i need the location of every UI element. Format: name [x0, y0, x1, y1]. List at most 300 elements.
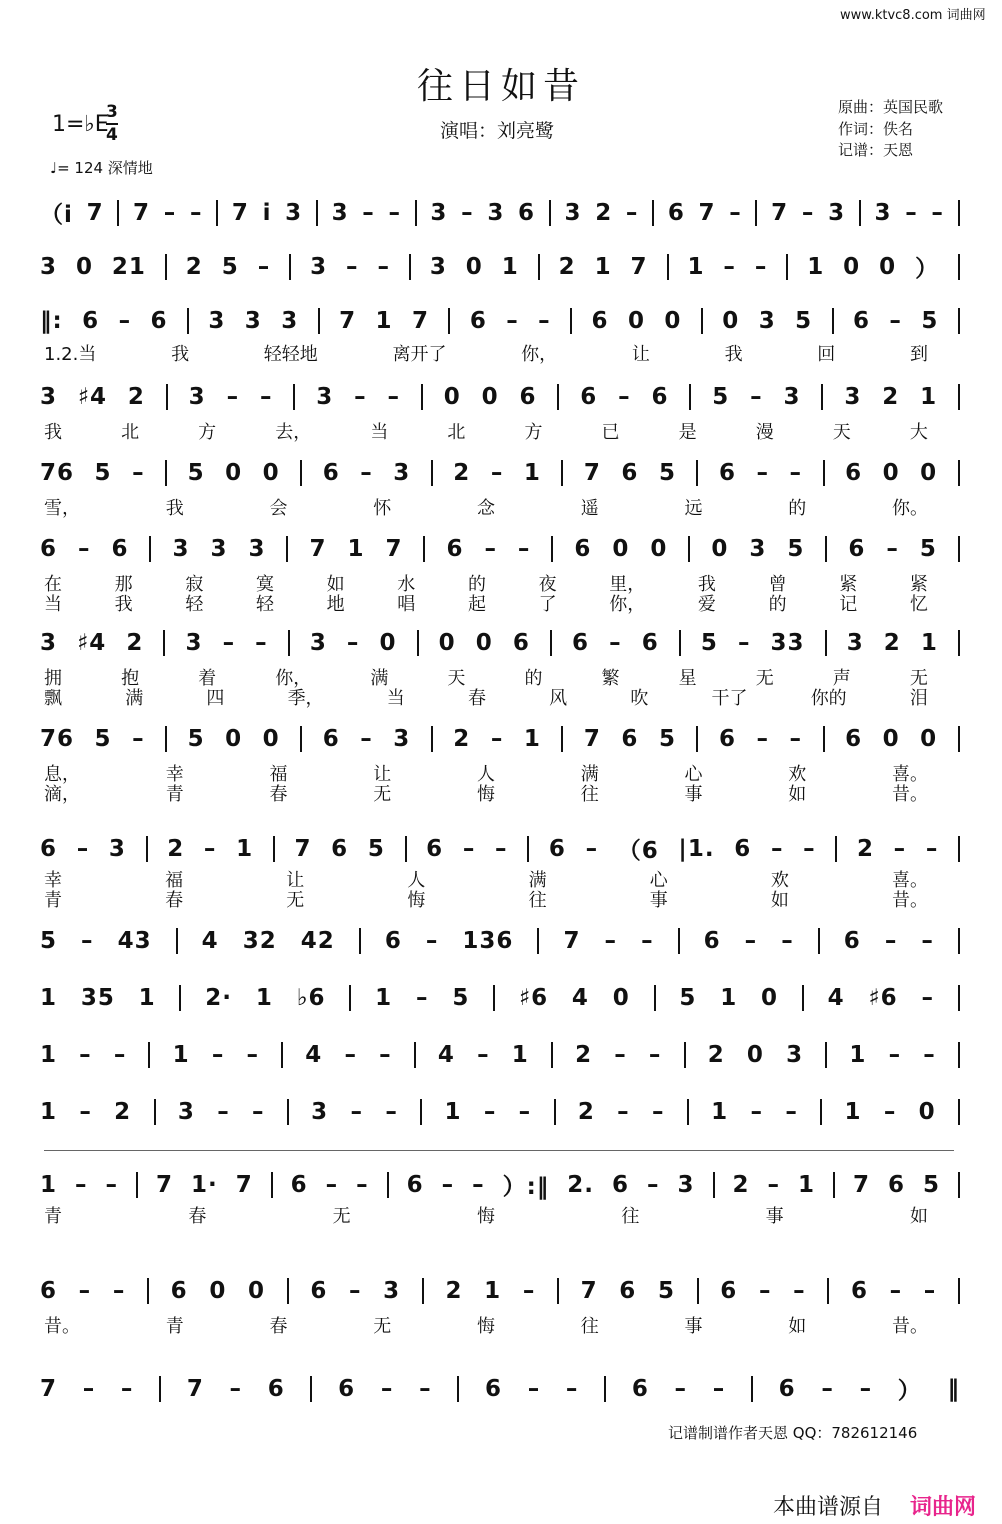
lyric-syllable: 干了 — [711, 688, 748, 709]
note: – — [484, 536, 497, 562]
notation-row — [40, 832, 960, 865]
bar-line — [696, 460, 698, 486]
note: – — [506, 308, 519, 334]
lyric-syllable: 紧 — [839, 574, 858, 595]
note: – — [803, 835, 816, 862]
lyric-syllable: 滴， — [44, 784, 80, 805]
note: – — [723, 253, 736, 280]
lyric-syllable: 满 — [580, 764, 599, 785]
note: 5 — [679, 985, 697, 1011]
note: – — [801, 199, 815, 226]
lyric-syllable: 水 — [397, 574, 416, 595]
note: 0 — [612, 536, 630, 562]
bar-line — [288, 630, 290, 656]
lyric-syllable: 泪 — [909, 688, 928, 709]
note: 2 — [167, 835, 185, 862]
note: 6 — [518, 199, 536, 226]
lyric-syllable: 如 — [909, 1206, 928, 1227]
lyric-syllable: 吹 — [630, 688, 649, 709]
note: – — [79, 1042, 92, 1068]
lyric-syllable: 往 — [528, 890, 547, 911]
lyric-syllable: 夜 — [538, 574, 557, 595]
bar-line — [318, 308, 320, 334]
note: 136 — [462, 928, 514, 954]
lyric-syllable: 你， — [275, 668, 312, 689]
lyric-syllable: 往 — [621, 1206, 640, 1227]
note: – — [490, 726, 504, 752]
notation-row — [40, 630, 960, 656]
note: 6 — [574, 536, 592, 562]
lyric-syllable: 幸 — [165, 764, 184, 785]
note: 0 — [879, 253, 897, 280]
note: 5 — [712, 384, 730, 410]
note: – — [604, 928, 618, 954]
lyric-syllable: 春 — [188, 1206, 207, 1227]
bar-line — [958, 985, 960, 1011]
note: – — [884, 928, 898, 954]
lyricist-credit: 作词：佚名 — [838, 120, 914, 138]
note: 5 — [700, 630, 718, 656]
lyric-syllable: 满 — [125, 688, 144, 709]
note: – — [785, 1099, 798, 1125]
lyric-syllable: 我 — [114, 594, 133, 615]
note: – — [380, 1375, 394, 1402]
note: 7 — [294, 835, 312, 862]
bar-line — [405, 836, 407, 862]
lyric-syllable: 息， — [44, 764, 80, 785]
bar-line — [654, 985, 656, 1011]
time-signature-bottom: 4 — [106, 125, 118, 145]
note: – — [821, 1375, 834, 1402]
note: ♯6 — [518, 985, 549, 1011]
lyric-line — [44, 780, 928, 806]
lyric-syllable: 无 — [909, 668, 928, 689]
note: 6 — [485, 1375, 503, 1402]
bar-line — [958, 536, 960, 562]
lyric-syllable: 季， — [287, 688, 324, 709]
bar-line — [786, 254, 788, 280]
note: 3 — [177, 1099, 195, 1125]
note: 0 — [882, 460, 900, 486]
note: 0 — [247, 1278, 265, 1304]
note: – — [889, 308, 902, 334]
note: 6 — [40, 1278, 58, 1304]
lyric-syllable: 在 — [44, 574, 62, 595]
lyric-syllable: 我 — [724, 344, 743, 365]
notation-row — [40, 1168, 960, 1201]
lyric-syllable: 昔。 — [44, 1316, 80, 1337]
note: – — [416, 985, 429, 1011]
lyric-syllable: 大 — [909, 422, 928, 443]
bar-line — [423, 536, 425, 562]
note: 6 — [322, 460, 340, 486]
note: – — [385, 1099, 398, 1125]
note: 6 — [446, 536, 464, 562]
lyric-syllable: 是 — [678, 422, 697, 443]
lyric-syllable: 我 — [171, 344, 190, 365]
time-signature — [106, 102, 118, 146]
bar-line — [165, 726, 167, 752]
note: i — [262, 199, 272, 226]
note: 0 — [746, 1042, 764, 1068]
note: 5 — [657, 1278, 675, 1304]
note: 33 — [770, 630, 805, 656]
bar-line — [958, 836, 960, 862]
lyric-syllable: 已 — [601, 422, 620, 443]
lyric-syllable: 雪， — [44, 498, 80, 519]
note: – — [925, 835, 939, 862]
note: 4 — [437, 1042, 455, 1068]
bar-line — [146, 836, 148, 862]
note: 3 — [429, 253, 447, 280]
lyric-syllable: 青 — [165, 1316, 184, 1337]
note: 0 — [262, 726, 280, 752]
note: 4 — [201, 928, 219, 954]
note: 1 — [501, 253, 519, 280]
song-title: 往日如昔 — [416, 66, 585, 107]
bar-line — [684, 1042, 686, 1068]
note: 3 — [393, 726, 411, 752]
note: 1 — [138, 985, 156, 1011]
bar-line — [561, 726, 563, 752]
note: – — [441, 1171, 455, 1198]
note: 3 — [210, 536, 228, 562]
note: 1 — [40, 985, 58, 1011]
note: – — [921, 985, 934, 1011]
lyric-syllable: 地 — [326, 594, 345, 615]
lyric-syllable: 让 — [373, 764, 392, 785]
bar-line — [652, 200, 654, 226]
notation-row — [40, 1278, 960, 1304]
note: – — [226, 384, 240, 410]
note: – — [132, 460, 145, 486]
note: – — [348, 1278, 362, 1304]
bar-line — [561, 460, 563, 486]
lyric-syllable: 去， — [275, 422, 312, 443]
lyric-syllable: 悔 — [477, 784, 495, 805]
note: – — [770, 835, 784, 862]
note: 3 — [208, 308, 226, 334]
lyric-syllable: 的 — [768, 594, 787, 615]
bar-line — [538, 254, 540, 280]
transcriber-credit: 记谱：天恩 — [838, 141, 914, 159]
note: 1 — [40, 1042, 58, 1068]
note: – — [362, 199, 375, 226]
lyric-syllable: 青 — [165, 784, 184, 805]
note: – — [419, 1375, 432, 1402]
bar-line — [300, 460, 302, 486]
note: 6 — [40, 536, 58, 562]
note: 6 — [572, 630, 590, 656]
note: 3 — [331, 199, 349, 226]
note: 6 — [667, 199, 685, 226]
bar-line — [570, 308, 572, 334]
lyric-syllable: 如 — [326, 574, 345, 595]
lyric-syllable: 昔。 — [892, 1316, 928, 1337]
note: 3 — [874, 199, 892, 226]
note: 6 — [631, 1375, 649, 1402]
bar-line — [549, 200, 551, 226]
note: 7 — [235, 1171, 253, 1198]
note: 3 — [309, 630, 327, 656]
note: – — [255, 630, 268, 656]
note: – — [859, 1375, 873, 1402]
note: – — [744, 928, 758, 954]
bar-line — [701, 308, 703, 334]
note: – — [387, 384, 400, 410]
note: – — [379, 1042, 392, 1068]
note: 7 — [583, 460, 601, 486]
note: – — [609, 630, 622, 656]
bar-line — [289, 254, 291, 280]
note: 0 — [882, 726, 900, 752]
note: ♯6 — [868, 985, 898, 1011]
note: 1 — [849, 1042, 867, 1068]
lyric-syllable: 忆 — [909, 594, 928, 615]
note: – — [112, 1278, 126, 1304]
lyric-syllable: 飘 — [44, 688, 62, 709]
note: – — [923, 1042, 936, 1068]
lyric-syllable: 漫 — [755, 422, 774, 443]
note: – — [78, 1278, 92, 1304]
bar-line — [409, 254, 411, 280]
note: 1 — [687, 253, 705, 280]
note: – — [565, 1375, 579, 1402]
bar-line — [958, 726, 960, 752]
note: 43 — [117, 928, 152, 954]
note: 7 — [852, 1171, 870, 1198]
note: 3 — [758, 308, 776, 334]
bar-line — [448, 308, 450, 334]
note: 3 — [188, 384, 206, 410]
note: 3 — [430, 199, 448, 226]
note: 1 — [523, 726, 541, 752]
lyric-line — [44, 684, 928, 710]
notation-row — [40, 196, 960, 229]
note: 5 — [40, 928, 58, 954]
bar-line — [551, 1042, 553, 1068]
note: – — [222, 630, 236, 656]
note: 42 — [300, 928, 335, 954]
bar-line — [689, 384, 691, 410]
bar-line — [821, 384, 823, 410]
bar-line — [820, 1099, 822, 1125]
note: – — [211, 1042, 225, 1068]
note: 6 — [850, 1278, 868, 1304]
lyric-syllable: 昔。 — [892, 784, 928, 805]
lyric-syllable: 我 — [44, 422, 62, 443]
site-watermark: www.ktvc8.com 词曲网 — [840, 8, 986, 23]
notation-row — [40, 1099, 960, 1125]
note: – — [641, 928, 654, 954]
note: – — [756, 460, 770, 486]
note: – — [360, 460, 373, 486]
lyric-syllable: 如 — [770, 890, 789, 911]
lyric-syllable: 你的 — [810, 688, 847, 709]
bar-line — [755, 200, 757, 226]
bar-line — [554, 1099, 556, 1125]
note: 7 — [630, 253, 648, 280]
bar-line — [187, 308, 189, 334]
note: 6 — [719, 460, 737, 486]
note: 0 — [225, 460, 243, 486]
note: 5 — [452, 985, 470, 1011]
volta-separator — [44, 1150, 954, 1151]
note: 6 — [845, 460, 863, 486]
note: – — [163, 199, 177, 226]
lyric-syllable: 繁 — [601, 668, 620, 689]
lyric-syllable: 着 — [198, 668, 217, 689]
lyric-syllable: 喜。 — [892, 764, 928, 785]
bar-line — [667, 254, 669, 280]
note: 5 — [922, 1171, 940, 1198]
note: 6 — [848, 536, 866, 562]
note: ） — [897, 1378, 922, 1404]
bar-line — [818, 928, 820, 954]
note: 6 — [734, 835, 752, 862]
note: 6 — [720, 1278, 738, 1304]
tempo-marking: ♩= 124 深情地 — [50, 159, 153, 177]
bar-line — [154, 1099, 156, 1125]
note: 2 — [453, 460, 471, 486]
note: 6 — [331, 835, 349, 862]
note: 6 — [170, 1278, 188, 1304]
lyric-syllable: 四 — [206, 688, 225, 709]
lyric-syllable: 春 — [269, 1316, 288, 1337]
lyric-syllable: 拥 — [44, 668, 62, 689]
lyric-syllable: 方 — [198, 422, 217, 443]
note: 2 — [126, 630, 144, 656]
bar-line — [163, 630, 165, 656]
lyric-syllable: 如 — [788, 1316, 807, 1337]
bar-line — [825, 630, 827, 656]
lyric-syllable: 青 — [44, 890, 62, 911]
bar-line — [176, 928, 178, 954]
bar-line — [958, 1172, 960, 1198]
lyric-syllable: 轻 — [255, 594, 274, 615]
note: 3 — [185, 630, 203, 656]
note: 7 — [771, 199, 789, 226]
note: 4 — [305, 1042, 323, 1068]
note: 6 — [338, 1375, 356, 1402]
note: 0 — [475, 630, 493, 656]
note: – — [750, 1099, 763, 1125]
note: 4 — [571, 985, 589, 1011]
bar-line — [833, 1172, 835, 1198]
bar-line — [281, 1042, 283, 1068]
note: 6 — [426, 835, 444, 862]
composer-credit: 原曲：英国民歌 — [838, 98, 944, 116]
note: 1 — [484, 1278, 502, 1304]
bar-line — [751, 1376, 753, 1402]
note: 2 — [882, 384, 900, 410]
bar-line — [359, 928, 361, 954]
bar-line — [166, 384, 168, 410]
lyric-syllable: 寞 — [255, 574, 274, 595]
lyric-syllable: 紧 — [909, 574, 928, 595]
bar-line — [293, 384, 295, 410]
source-label: 本曲谱源自 — [773, 1495, 884, 1520]
note: 0 — [438, 630, 456, 656]
note: 7 — [86, 199, 104, 226]
notation-row — [40, 928, 960, 954]
note: 3 — [786, 1042, 804, 1068]
note: – — [462, 835, 476, 862]
note: – — [648, 1042, 662, 1068]
note: 3 — [828, 199, 846, 226]
note: – — [76, 835, 90, 862]
lyric-syllable: 1.2.当 — [44, 344, 97, 365]
note: 6 — [845, 726, 863, 752]
note: 4 — [827, 985, 845, 1011]
lyric-syllable: 那 — [114, 574, 133, 595]
note: 1 — [594, 253, 612, 280]
bar-line — [147, 1278, 149, 1304]
bar-line — [287, 1278, 289, 1304]
note: – — [344, 1042, 357, 1068]
note: – — [120, 1375, 134, 1402]
lyric-syllable: 当 — [370, 422, 389, 443]
note: 2 — [575, 1042, 593, 1068]
note: – — [754, 253, 768, 280]
lyric-line — [44, 494, 928, 520]
lyric-syllable: 往 — [580, 784, 599, 805]
note: 1 — [375, 308, 393, 334]
time-signature-top: 3 — [106, 102, 118, 122]
note: 3 — [383, 1278, 401, 1304]
lyric-syllable: 往 — [580, 1316, 599, 1337]
notation-row — [40, 726, 960, 752]
note: 7 — [133, 199, 151, 226]
bar-line — [417, 630, 419, 656]
note: 0 — [722, 308, 740, 334]
note: 1 — [920, 630, 938, 656]
note: 7 — [186, 1375, 204, 1402]
note: 0 — [379, 630, 397, 656]
note: 1 — [255, 985, 273, 1011]
lyric-syllable: 我 — [697, 574, 716, 595]
note: 1 — [40, 1171, 58, 1198]
note: – — [346, 630, 360, 656]
note: 76 — [40, 460, 75, 486]
bar-line — [604, 1376, 606, 1402]
note: 3 — [316, 384, 334, 410]
lyric-syllable: 了 — [538, 594, 557, 615]
note: 7 — [155, 1171, 173, 1198]
bar-line — [688, 536, 690, 562]
lyric-syllable: 如 — [788, 784, 807, 805]
bar-line — [420, 1099, 422, 1125]
note: 7 — [411, 308, 429, 334]
lyric-syllable: 无 — [332, 1206, 351, 1227]
note: 6 — [384, 928, 402, 954]
lyric-syllable: 你。 — [892, 498, 928, 519]
note: – — [886, 536, 899, 562]
note: 6 — [778, 1375, 796, 1402]
note: 3 — [487, 199, 505, 226]
notation-row — [40, 1042, 960, 1068]
note: 2· — [205, 985, 233, 1011]
bar-line — [827, 1278, 829, 1304]
note: – — [495, 835, 508, 862]
bar-line — [271, 1172, 273, 1198]
footer-credit: 记谱制谱作者天恩 QQ：782612146 — [668, 1424, 918, 1442]
notation-row — [40, 985, 960, 1011]
note: 5 — [94, 726, 112, 752]
note: 0 — [650, 536, 668, 562]
note: ‖ — [947, 1375, 960, 1402]
bar-line — [422, 1278, 424, 1304]
